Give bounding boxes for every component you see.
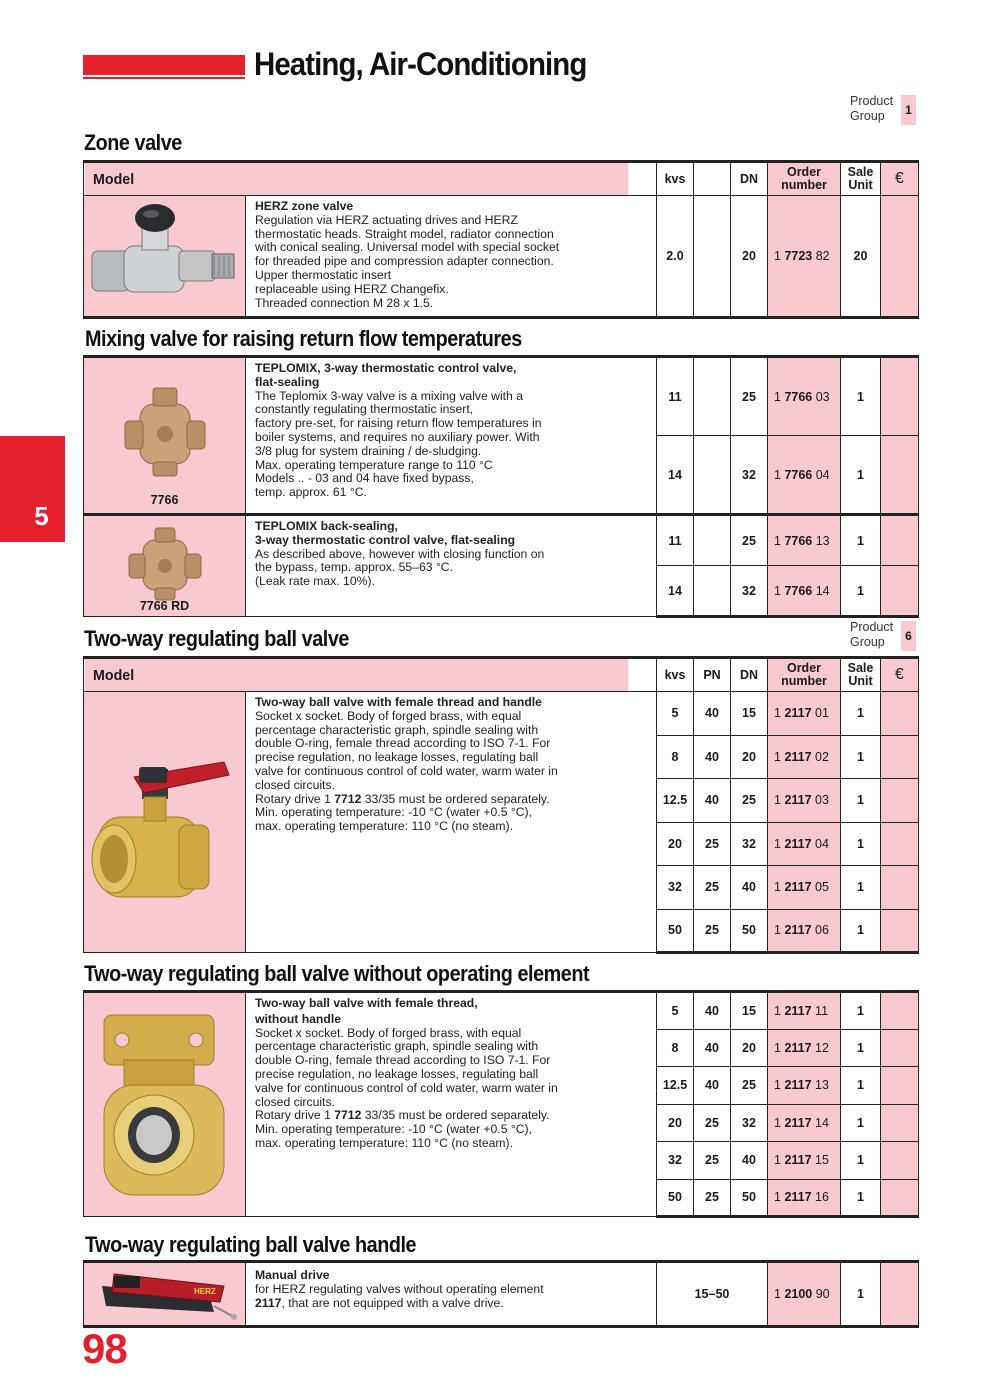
dn-value: 20 (731, 735, 768, 779)
mixing-valve-table (83, 355, 919, 618)
chapter-tab: 5 (0, 436, 65, 542)
pn-value: 40 (694, 1067, 731, 1105)
order-number: 1 2117 16 (768, 1179, 841, 1217)
dn-value: 50 (731, 1179, 768, 1217)
section-title-ball-valve-no-element: Two-way regulating ball valve without operating element (84, 961, 590, 986)
ball-valve-no-handle-table (83, 990, 919, 1218)
sale-unit-value: 1 (841, 909, 881, 953)
order-number: 1 2117 14 (768, 1104, 841, 1142)
dn-value: 40 (731, 1142, 768, 1180)
pn-value: 25 (694, 1179, 731, 1217)
price-cell (881, 357, 919, 436)
sale-unit-value: 1 (841, 1067, 881, 1105)
kvs-value: 8 (657, 1029, 694, 1067)
price-cell (881, 779, 919, 823)
sale-unit-value: 1 (841, 357, 881, 436)
ball-valve-no-handle-illustration (84, 995, 244, 1215)
teplomix-7766rd-image (84, 515, 246, 617)
order-number: 1 2117 13 (768, 1067, 841, 1105)
dn-value: 15 (731, 692, 768, 736)
price-cell (881, 992, 919, 1030)
header-red-line (83, 77, 245, 79)
kvs-value: 5 (657, 992, 694, 1030)
sale-unit-value: 1 (841, 436, 881, 515)
dn-value: 20 (731, 1029, 768, 1067)
zone-valve-table (83, 160, 919, 319)
model-label-7766: 7766 (150, 493, 179, 507)
product-group-label: Product Group (850, 94, 894, 123)
euro-header: € (881, 658, 919, 692)
sale-unit-value: 20 (841, 196, 881, 318)
sale-unit-value: 1 (841, 1142, 881, 1180)
kvs-value: 20 (657, 1104, 694, 1142)
price-cell (881, 515, 919, 566)
model-header: Model (84, 162, 628, 196)
kvs-value: 8 (657, 735, 694, 779)
pn-header: PN (694, 658, 731, 692)
dn-range-value: 15–50 (657, 1262, 768, 1327)
price-cell (881, 196, 919, 318)
dn-value: 32 (731, 822, 768, 866)
page-title: Heating, Air-Conditioning (254, 46, 587, 82)
pn-value: 25 (694, 1142, 731, 1180)
dn-value: 25 (731, 1067, 768, 1105)
price-cell (881, 1029, 919, 1067)
pn-value: 25 (694, 909, 731, 953)
order-number: 1 7766 04 (768, 436, 841, 515)
kvs-value: 14 (657, 436, 694, 515)
price-cell (881, 1262, 919, 1327)
price-cell (881, 1179, 919, 1217)
sale-unit-value: 1 (841, 1029, 881, 1067)
kvs-value: 32 (657, 1142, 694, 1180)
model-header: Model (84, 658, 628, 692)
pn-value: 25 (694, 1104, 731, 1142)
kvs-header: kvs (657, 658, 694, 692)
order-number: 1 2117 12 (768, 1029, 841, 1067)
order-number: 1 2117 11 (768, 992, 841, 1030)
kvs-value: 50 (657, 909, 694, 953)
dn-value: 32 (731, 566, 768, 617)
sale-unit-value: 1 (841, 1179, 881, 1217)
order-number: 1 7766 14 (768, 566, 841, 617)
order-number: 1 2117 06 (768, 909, 841, 953)
sale-unit-value: 1 (841, 866, 881, 910)
kvs-value: 5 (657, 692, 694, 736)
teplomix-rd-valve-illustration (85, 526, 245, 606)
kvs-header: kvs (657, 162, 694, 196)
dn-value: 32 (731, 1104, 768, 1142)
kvs-value: 20 (657, 822, 694, 866)
dn-value: 15 (731, 992, 768, 1030)
teplomix-rd-description: TEPLOMIX back-sealing, 3-way thermostatic control valve, flat-sealing As described above, however with closing function on the bypass, temp. approx. 55–63 °C. (Leak rate max. 10%). (246, 515, 657, 617)
order-number: 1 2100 90 (768, 1262, 841, 1327)
product-group-label: Product Group (850, 620, 894, 649)
sale-unit-value: 1 (841, 566, 881, 617)
page-number: 98 (82, 1325, 127, 1372)
manual-drive-image (84, 1262, 246, 1327)
sale-unit-value: 1 (841, 692, 881, 736)
blank-header (694, 162, 731, 196)
pn-value: 40 (694, 992, 731, 1030)
ball-valve-illustration (84, 707, 244, 937)
product-group-badge: 6 (901, 621, 916, 651)
ball-valve-table (83, 656, 919, 954)
sale-unit-header: Sale Unit (841, 658, 881, 692)
kvs-value: 11 (657, 357, 694, 436)
sale-unit-value: 1 (841, 1104, 881, 1142)
order-number: 1 2117 02 (768, 735, 841, 779)
teplomix-7766-image (84, 357, 246, 515)
teplomix-valve-illustration (85, 376, 245, 496)
pn-value: 25 (694, 866, 731, 910)
ball-valve-description: Two-way ball valve with female thread and handle Socket x socket. Body of forged brass, with equal percentage characteristic graph, spindle sealing with double O-ring, female thread according to ISO 7-1. For precise regulation, no leakage losses, regulating ball valve for continuous control of cold water, warm water in closed circuits. Rotary drive 1 7712 33/35 must be ordered separately. Min. operating temperature: -10 °C (water +0.5 °C), max. operating temperature: 110 °C (no steam). (246, 692, 657, 953)
order-number-header: Order number (768, 658, 841, 692)
kvs-value: 12.5 (657, 1067, 694, 1105)
ball-valve-no-handle-image (84, 992, 246, 1217)
price-cell (881, 909, 919, 953)
ball-valve-no-handle-description: Two-way ball valve with female thread, without handle Socket x socket. Body of forged brass, with equal percentage characteristic graph, spindle sealing with double O-ring, female thread according to ISO 7-1. For precise regulation, no leakage losses, regulating ball valve for continuous control of cold water, warm water in closed circuits. Rotary drive 1 7712 33/35 must be ordered separately. Min. operating temperature: -10 °C (water +0.5 °C), max. operating temperature: 110 °C (no steam). (246, 992, 657, 1217)
price-cell (881, 735, 919, 779)
euro-header: € (881, 162, 919, 196)
dn-header: DN (731, 658, 768, 692)
dn-header: DN (731, 162, 768, 196)
header-red-bar (83, 55, 245, 75)
zone-valve-description: HERZ zone valve Regulation via HERZ actuating drives and HERZ thermostatic heads. Straight model, radiator connection with conical sealing. Universal model with special socket for threaded pipe and compression adapter connection. Upper thermostatic insert replaceable using HERZ Changefix. Threaded connection M 28 x 1.5. (246, 196, 657, 318)
sale-unit-value: 1 (841, 1262, 881, 1327)
kvs-value: 12.5 (657, 779, 694, 823)
price-cell (881, 692, 919, 736)
price-cell (881, 1067, 919, 1105)
dn-value: 40 (731, 866, 768, 910)
kvs-value: 14 (657, 566, 694, 617)
sale-unit-value: 1 (841, 822, 881, 866)
price-cell (881, 566, 919, 617)
herz-logo-text: HERZ (194, 1287, 216, 1296)
dn-value: 25 (731, 357, 768, 436)
order-number: 1 2117 15 (768, 1142, 841, 1180)
order-number: 1 2117 01 (768, 692, 841, 736)
sale-unit-value: 1 (841, 735, 881, 779)
price-cell (881, 1104, 919, 1142)
sale-unit-header: Sale Unit (841, 162, 881, 196)
kvs-value: 32 (657, 866, 694, 910)
price-cell (881, 1142, 919, 1180)
manual-drive-illustration (84, 1264, 244, 1324)
order-number: 1 7723 82 (768, 196, 841, 318)
teplomix-description: TEPLOMIX, 3-way thermostatic control valve, flat-sealing The Teplomix 3-way valve is a mixing valve with a constantly regulating thermostatic insert, factory pre-set, for raising return flow temperatures in boiler systems, and requires no auxiliary power. With 3/8 plug for system draining / de-sludging. Max. operating temperature range to 110 °C Models .. - 03 and 04 have fixed bypass, temp. approx. 61 °C. (246, 357, 657, 515)
section-title-mixing-valve: Mixing valve for raising return flow temperatures (85, 326, 522, 351)
section-title-ball-valve: Two-way regulating ball valve (84, 626, 349, 651)
manual-drive-description: Manual drive for HERZ regulating valves without operating element 2117, that are not equipped with a valve drive. (246, 1262, 657, 1327)
order-number: 1 2117 05 (768, 866, 841, 910)
valve-handle-table (83, 1260, 919, 1328)
zone-valve-image (84, 196, 246, 318)
sale-unit-value: 1 (841, 992, 881, 1030)
price-cell (881, 822, 919, 866)
pn-value: 40 (694, 735, 731, 779)
price-cell (881, 436, 919, 515)
section-title-zone-valve: Zone valve (84, 130, 182, 155)
ball-valve-handle-image (84, 692, 246, 953)
kvs-value: 11 (657, 515, 694, 566)
dn-value: 25 (731, 779, 768, 823)
order-number-header: Order number (768, 162, 841, 196)
section-title-valve-handle: Two-way regulating ball valve handle (85, 1232, 417, 1257)
model-label-7766rd: 7766 RD (139, 599, 190, 613)
zone-valve-illustration (84, 196, 244, 316)
kvs-value: 2.0 (657, 196, 694, 318)
order-number: 1 2117 03 (768, 779, 841, 823)
order-number: 1 7766 03 (768, 357, 841, 436)
dn-value: 25 (731, 515, 768, 566)
product-group-badge: 1 (901, 95, 916, 125)
dn-value: 50 (731, 909, 768, 953)
price-cell (881, 866, 919, 910)
blank-value (694, 196, 731, 318)
dn-value: 20 (731, 196, 768, 318)
pn-value: 40 (694, 692, 731, 736)
dn-value: 32 (731, 436, 768, 515)
order-number: 1 2117 04 (768, 822, 841, 866)
kvs-value: 50 (657, 1179, 694, 1217)
pn-value: 40 (694, 779, 731, 823)
pn-value: 25 (694, 822, 731, 866)
pn-value: 40 (694, 1029, 731, 1067)
sale-unit-value: 1 (841, 515, 881, 566)
order-number: 1 7766 13 (768, 515, 841, 566)
sale-unit-value: 1 (841, 779, 881, 823)
